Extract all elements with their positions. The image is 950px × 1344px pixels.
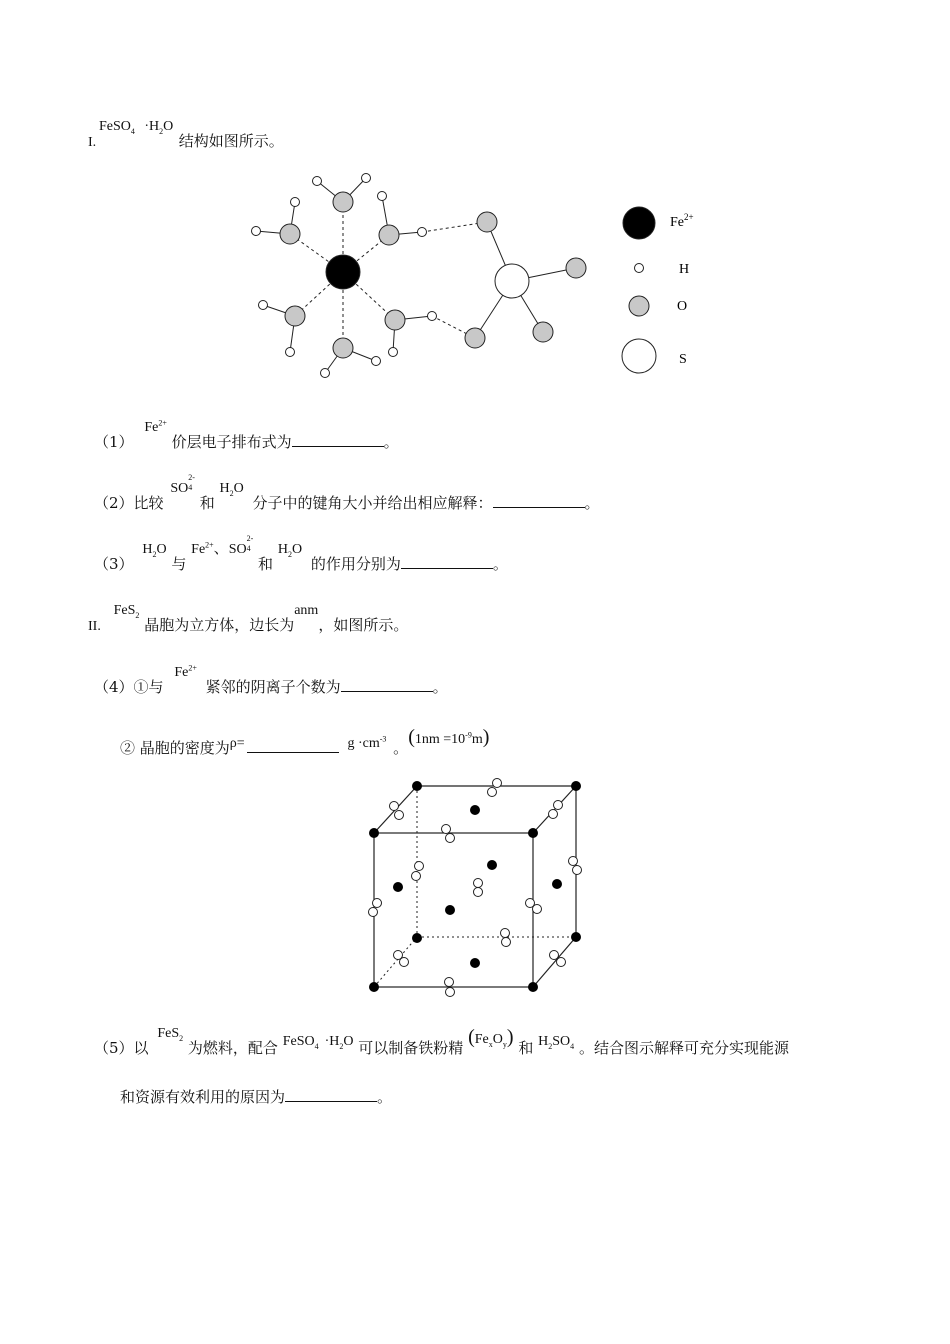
question-3: （3） $H_2O$ 与 $Fe^{2+}$、SO 2- 4 和 $H_2O$ 的作用分别为 。 bbox=[94, 534, 508, 573]
formula-feso4-h2o: FeSO$_4$ $\cdot H_2O$ bbox=[282, 1034, 354, 1051]
part1-line bbox=[88, 119, 284, 151]
h-atom bbox=[321, 369, 330, 378]
question-5-continued: 和资源有效利用的原因为 。 bbox=[120, 1088, 393, 1106]
h-atom bbox=[389, 348, 398, 357]
legend-fe-swatch bbox=[623, 207, 655, 239]
answer-blank-3[interactable] bbox=[401, 555, 493, 569]
h-atom bbox=[362, 174, 371, 183]
fe-ion-atom bbox=[571, 781, 581, 791]
s-atom bbox=[390, 802, 399, 811]
density-unit: $g \cdot cm^{-3}$ bbox=[347, 734, 387, 751]
sulfate-ion: SO 2- 4 bbox=[170, 473, 195, 496]
s-atom bbox=[445, 978, 454, 987]
s-atom bbox=[502, 938, 511, 947]
fe-ion-atom bbox=[552, 879, 562, 889]
s-atom bbox=[369, 908, 378, 917]
question-1: （1） $Fe^{2+}$ 价层电子排布式为 。 bbox=[94, 418, 399, 451]
water-molecule: $H_2O$ bbox=[277, 542, 303, 559]
legend-s-label: S bbox=[679, 352, 687, 367]
s-atom bbox=[495, 264, 529, 298]
fe-ion-atom bbox=[528, 828, 538, 838]
o-atom bbox=[533, 322, 553, 342]
fe-ion-atom bbox=[412, 933, 422, 943]
fe-ion-atom bbox=[470, 805, 480, 815]
s-atom bbox=[533, 905, 542, 914]
legend-h-label: H bbox=[679, 262, 690, 277]
legend-s-swatch bbox=[622, 339, 656, 373]
s-atom bbox=[446, 988, 455, 997]
fe-ion-atom bbox=[393, 882, 403, 892]
legend-h-swatch bbox=[635, 264, 644, 273]
s-atom bbox=[373, 899, 382, 908]
edge-length: anm bbox=[294, 603, 319, 618]
s-atom bbox=[474, 879, 483, 888]
fes2-formula: FeS$_2$ bbox=[157, 1026, 184, 1043]
fes2-formula: FeS$_2$ bbox=[113, 603, 140, 620]
s-atom bbox=[442, 825, 451, 834]
answer-blank-2[interactable] bbox=[493, 494, 585, 508]
fe-ion-atom bbox=[369, 982, 379, 992]
sulfuric-acid-formula: $H_2SO_4$ bbox=[538, 1034, 575, 1051]
o-atom bbox=[379, 225, 399, 245]
legend-o-label: O bbox=[677, 299, 688, 314]
h-atom bbox=[252, 227, 261, 236]
s-atom bbox=[501, 929, 510, 938]
o-atom bbox=[566, 258, 586, 278]
s-atom bbox=[557, 958, 566, 967]
fe-ion-atom bbox=[445, 905, 455, 915]
fe-ion-atom bbox=[487, 860, 497, 870]
question-2: （2）比较 SO 2- 4 和 $H_2O$ 分子中的键角大小并给出相应解释： 。 bbox=[94, 473, 600, 512]
o-atom bbox=[333, 338, 353, 358]
sulfate-ion: SO 2- 4 bbox=[228, 534, 254, 557]
legend-fe-label: $Fe^{2+}$ bbox=[670, 212, 694, 230]
s-atom bbox=[569, 857, 578, 866]
o-atom bbox=[385, 310, 405, 330]
s-atom bbox=[415, 862, 424, 871]
h-atom bbox=[313, 177, 322, 186]
water-molecule: $H_2O$ bbox=[142, 542, 167, 559]
s-atom bbox=[395, 811, 404, 820]
o-atom bbox=[280, 224, 300, 244]
s-atom bbox=[554, 801, 563, 810]
s-atom bbox=[400, 958, 409, 967]
iron-oxide-formula: $(Fe_xO_y)$ bbox=[468, 1026, 514, 1049]
o-atom bbox=[477, 212, 497, 232]
s-atom bbox=[549, 810, 558, 819]
o-atom bbox=[333, 192, 353, 212]
formula-feso4-h2o: FeSO$_4$ $\cdot H_2O$ bbox=[98, 119, 174, 136]
fe-ion-atom bbox=[412, 781, 422, 791]
h-atom bbox=[378, 192, 387, 201]
legend-o-swatch bbox=[629, 296, 649, 316]
fe2-ion: $Fe^{2+}$ bbox=[174, 663, 197, 680]
fe2-ion: $Fe^{2+}$ bbox=[191, 540, 214, 557]
s-atom bbox=[550, 951, 559, 960]
h-atom bbox=[372, 357, 381, 366]
answer-blank-4[interactable] bbox=[341, 678, 433, 692]
fe-ion-atom bbox=[470, 958, 480, 968]
h-atom bbox=[428, 312, 437, 321]
feso4-h2o-structure-diagram bbox=[240, 165, 720, 385]
answer-blank-1[interactable] bbox=[292, 433, 384, 447]
s-atom bbox=[573, 866, 582, 875]
s-atom bbox=[488, 788, 497, 797]
h-atom bbox=[291, 198, 300, 207]
legend bbox=[622, 207, 694, 373]
fe-ion-atom bbox=[528, 982, 538, 992]
answer-blank-5[interactable] bbox=[285, 1088, 377, 1102]
part1-text: 结构如图所示。 bbox=[178, 132, 284, 150]
s-atom bbox=[412, 872, 421, 881]
h-atom bbox=[259, 301, 268, 310]
s-atom bbox=[493, 779, 502, 788]
s-atom bbox=[446, 834, 455, 843]
water-molecule: $H_2O$ bbox=[219, 481, 244, 498]
o-atom bbox=[285, 306, 305, 326]
o-atom bbox=[465, 328, 485, 348]
fe-ion-atom bbox=[326, 255, 360, 289]
h-atom bbox=[286, 348, 295, 357]
fes2-unit-cell-diagram bbox=[360, 775, 590, 1000]
question-4-density: ② 晶胞的密度为$\rho= g \cdot cm^{-3}$ 。$(1nm =10^{-9}m)$ bbox=[120, 726, 490, 757]
atoms bbox=[252, 174, 587, 378]
question-5: （5）以 FeS$_2$ 为燃料，配合 FeSO$_4$ $\cdot H_2O$ 可以制备铁粉精 $(Fe_xO_y)$ 和 $H_2SO_4$ 。结合图示解释可充分实现能源 bbox=[94, 1026, 789, 1057]
h-atom bbox=[418, 228, 427, 237]
answer-blank-density[interactable] bbox=[247, 739, 339, 753]
question-4: （4）①与 $Fe^{2+}$ 紧邻的阴离子个数为 。 bbox=[94, 663, 448, 696]
s-atom bbox=[474, 888, 483, 897]
unit-note: $(1nm =10^{-9}m)$ bbox=[408, 726, 490, 748]
fe-ion-atom bbox=[571, 932, 581, 942]
part1-roman: I. bbox=[88, 135, 97, 150]
fe-ion-atom bbox=[369, 828, 379, 838]
part2-line: II. FeS$_2$ 晶胞为立方体，边长为anm，如图所示。 bbox=[88, 603, 409, 634]
fe2-ion: $Fe^{2+}$ bbox=[144, 418, 167, 435]
